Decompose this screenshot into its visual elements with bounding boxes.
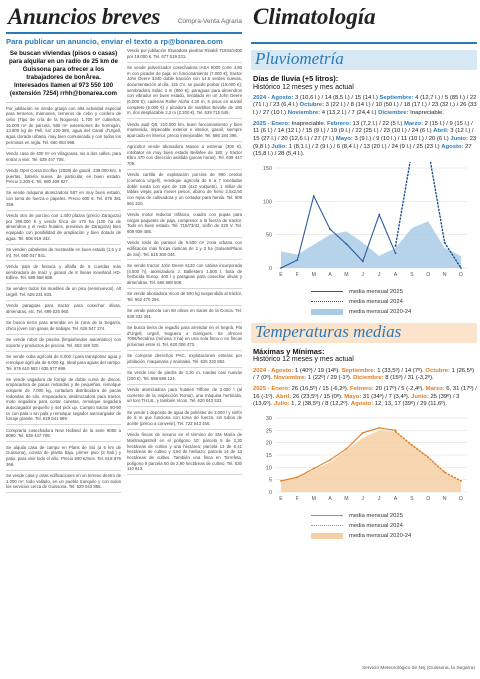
rain-legend	[311, 287, 477, 317]
x-tick-label: S	[410, 495, 414, 502]
legend-label: media mensual 2024	[349, 522, 403, 529]
month-label: Marzo:	[403, 120, 423, 127]
ad-item: Se vende máquina atomizadora 587 en muy buen estado, con toma de fuerza e papeles. Precio 600 €. Tel. 679 381 259.	[6, 190, 121, 210]
x-tick-label: E	[279, 271, 283, 278]
ad-item: Vendo pala de festuca y alfalfa de 6 cuerdas más sembradora de maíz y girasol de 8 líneas Kewrland HD-Edline. Tel. 699 558 688.	[6, 264, 121, 284]
day-values: 6, 31 (17º) / 16 (-1º).	[253, 385, 477, 400]
month-label: Junio:	[450, 135, 468, 142]
month-label: Octubre:	[299, 102, 325, 109]
y-tick-label: 0	[268, 265, 272, 272]
ad-item: Se vende casa y otras edificaciones en un terreno dentro de 1.000 m², todo vallado, en un pueblo tranquilo y con todos los servicios cerca de Guissona. Tel. 629 043 855.	[6, 473, 121, 493]
year-label: 2024 - Agosto:	[253, 94, 294, 101]
month-label: Junio:	[411, 393, 429, 400]
data-point	[313, 195, 315, 197]
day-values: 27 (15,8 l.) / 28 (5,4 l.).	[253, 143, 472, 158]
temp-chart-svg	[251, 412, 477, 504]
ad-item: Se venden todos los muebles de un piso (seminuevos), Alt Urgell. Tel. 626 231 833.	[6, 286, 121, 301]
climate-header	[251, 4, 477, 44]
data-point	[395, 245, 397, 247]
legend-entry	[311, 531, 477, 541]
ad-item: Vendo motor reductor trifásico, cuadro con pupas para cargar paquetes de paja, compresor a la fuerza de tractor. Todo en buen estado. Tel. 715/73/42, sinfín de 220 V. Tel. 608 939 485.	[127, 212, 242, 238]
y-tick-label: 150	[262, 165, 272, 172]
ad-item: Se vende uno de piedra de 2,30 m, ruedas casi nuevas (200 €). Tel. 686 588 124.	[127, 370, 242, 385]
month-label: Agosto:	[441, 143, 464, 150]
ad-item: Se venden cabalietes de mosteable en buen estado (1,5 y 2 m). Tel. 650 047 841.	[6, 247, 121, 262]
ad-item: Vendo audi Q5, 210.000 km, buen funcionamiento y bien mantenido, impecable exterior e interior, gasoil, siempre aparcado en interior, precio inmejorable. Tel. 686 184 396.	[127, 122, 242, 142]
rain-chart-svg	[251, 162, 477, 280]
housing-promo: Se buscan viviendas (pisos o casas) para alquilar en un radio de 25 km de Guissona para ofrecer a los trabajadores de bonÀrea. Interesados llamen al 973 550 100 (extensión 7254) rrhh@bonarea.com	[6, 48, 121, 103]
x-tick-label: N	[442, 495, 447, 502]
x-tick-label: J	[361, 271, 365, 278]
ad-item: Vendo por jubilación trituradora piedras Rinaldi T1834/2400 por 18.000 €. Tel. 677 519 231.	[127, 48, 242, 63]
ad-item: Se vende abonadora Vicon de 500 kg suspendida al tractor. Tel. 662 470 294.	[127, 291, 242, 306]
legend-swatch	[311, 523, 343, 529]
temp-subheading: Histórico 12 meses y mes actual	[253, 356, 354, 364]
ads-section	[6, 4, 242, 672]
temp-legend	[311, 511, 477, 541]
day-values: 31 (34º) / 7 (3,4º).	[361, 393, 412, 400]
month-label: Mayo:	[335, 135, 353, 142]
month-label: Octubre:	[425, 367, 450, 374]
data-point	[280, 480, 282, 482]
rain-section-band	[251, 50, 477, 70]
data-point	[444, 242, 446, 244]
day-values: 26 (16,5º) / 15 (-6,2º).	[290, 385, 350, 392]
data-point	[395, 252, 397, 254]
ad-item: Se vende robot de piscina (limpiafondos automático) con soporte y productos de piscina. Tel. 653 169 320.	[6, 337, 121, 352]
ad-item: Se alquila casa de campo en Plans de Sió (a 5 km de Guissona), consta de planta baja, primer piso (3 hab.) y patio, para vivir todo el año. Precio 600 €/mes. Tel. 618 876 366.	[6, 445, 121, 471]
ads-column-right	[127, 48, 242, 670]
data-point	[378, 214, 380, 216]
data-point	[329, 459, 331, 461]
ad-item: Agricultor vende abonadora Masos a estrenar (300 €), rotobator en muy buen estado Bellafee de 180, y tractor Ebro 470 con dirección asistida (pocas horas). Tel. 639 447 709.	[127, 144, 242, 170]
data-point	[296, 476, 298, 478]
rain-section-title: Pluviometría	[255, 49, 344, 68]
ads-subtitle: Compra-Venta Agraria	[177, 18, 242, 25]
x-tick-label: S	[410, 271, 414, 278]
y-tick-label: 30	[265, 415, 272, 422]
x-tick-label: A	[328, 495, 332, 502]
month-label: Noviembre:	[273, 375, 307, 382]
ad-item: Vendo cartilla de explotación porcina de 960 cerdos (comarca Urgell), remolque agrícola de 6 a 7 toneladas doble rueda con ejes de 135 (4x2 volquete), 1 millar de tablas viejas para mover pesos, abono de heno 2,5x2,50 con rejas de cultivadora y un cortador para henila. Tel. 609 661 210.	[127, 172, 242, 209]
ad-item: Vendo otro de porcino con 1.400 plazas (precio Zaragoza) por 208.000 € y vendo finca de 170 ha (100 ha de almendros y el resto frutales, previsiva de Zaragoza) bien equipado con posibilidad de ampliación y bien dotado de agua. Tel. 606 919 342.	[6, 213, 121, 245]
year-label: 2025 - Enero:	[253, 120, 290, 127]
temp-2024-paragraph	[253, 368, 477, 383]
legend-entry	[311, 511, 477, 521]
y-tick-label: 25	[265, 428, 272, 435]
month-label: Julio:	[273, 401, 290, 408]
temp-chart	[251, 412, 477, 541]
data-point	[313, 468, 315, 470]
month-label: Febrero:	[349, 385, 374, 392]
rain-2024-paragraph	[253, 95, 477, 118]
legend-line	[311, 291, 343, 292]
day-values: 2 (15 l.) / 9 (15 l.) / 11 (6 l.) / 14 (12 l.) / 15 (9 l.) / 19 (9 l.) / 22 (25 l.) / 23 (10 l.) / 24 (6 l.)	[253, 120, 473, 135]
day-values: 23 (9,8 l.)	[253, 135, 477, 150]
day-values: 3 (9 l.) / 9 (10 l.) / 11 (10 l.) / 20 (6 l.)	[352, 135, 451, 142]
x-tick-label: D	[459, 495, 463, 502]
day-values: 25 (39º) / 3 (13,6º).	[253, 393, 460, 408]
ad-item: Se compran derechos PAC, explotaciones enteras por jubilación, maquinaria y animales. Tel. 626 220 852.	[127, 353, 242, 368]
x-tick-label: F	[295, 271, 299, 278]
x-tick-label: A	[328, 271, 332, 278]
ad-item: Se vende 1 depósito de agua de poliéster de 3.000 l y sinfín de 6 m que funciona con toma de fuerza, sin tubos de aceite (precio a convenir). Tel. 722 543 456.	[127, 410, 242, 430]
y-tick-label: 0	[268, 489, 272, 496]
legend-entry	[311, 297, 477, 307]
year-label: 2025 - Enero:	[253, 385, 290, 392]
y-tick-label: 10	[265, 465, 272, 472]
month-label: Agosto:	[350, 401, 374, 408]
ad-item: Se vende pulverizador cosechadora IASA 5000 corte 4,80 m con picador de paja, en funcionamiento (7.000 €); tractor John Deere 3340 doble tracción con 14.6 verdes nuevas, documentación al día, 115 CV, se puede probar (15.000 €); sembradora Solac 3 m (800 €); paraguas para almendros con vibrador en buen estado, instalado en un John Deere (6.000 €); cadenas Roller Aloha 4,20 m, 5 pisos en auvinil completo (6.000 €) y picadora de martillos Bevidle de 180 m, doc desplazable 2,2 m (2.200 €). Tel. 639 715 545.	[127, 65, 242, 119]
data-point	[411, 444, 413, 446]
x-tick-label: M	[344, 495, 349, 502]
legend-entry	[311, 287, 477, 297]
legend-swatch	[311, 533, 343, 539]
temp-section-band	[251, 323, 477, 343]
data-point	[329, 228, 331, 230]
data-source: Servicio Meteorológico de Nsj (Guissona, la Segarra)	[361, 666, 475, 672]
temp-heading: Máximas y Mínimas:	[253, 346, 325, 356]
y-tick-label: 15	[265, 452, 272, 459]
day-values: 1 (8,1 l.) / 2 (9 l.) / 6 (8,4 l.) / 13 (20 l.) / 24 (9 l.) / 25 (23 l.)	[287, 143, 442, 150]
legend-line	[311, 301, 343, 302]
month-label: Abril:	[433, 128, 449, 135]
legend-line	[311, 515, 343, 516]
x-tick-label: F	[295, 495, 299, 502]
ad-item: Vendo fincas de secano en el término de Sta María de Montmagastrell en el polígono 10: parcela 5 de 2,30 hectáreas de cultivo y una hectárea; parcela 13 de 6,41 hectáreas de cultivo y 4,60 de herbazo; parcela 14 de 13 hectáreas de cultivo. También una finca en Torrefeta, polígono 9 parcela 50 de 2,90 hectáreas de cultivo. Tel. 630 110 813.	[127, 432, 242, 475]
legend-entry	[311, 521, 477, 531]
legend-swatch	[311, 513, 343, 519]
legend-swatch	[311, 299, 343, 305]
day-values: 1 (22º) / 29 (-1º).	[306, 375, 354, 382]
x-tick-label: M	[311, 495, 316, 502]
ads-list-right	[127, 48, 242, 475]
ad-item: Vendo paragüas para tractor para cosechar olivas, almendras, etc. Tel. 699 026 960.	[6, 303, 121, 318]
month-label: Marzo:	[425, 385, 445, 392]
day-values: 1 (33,5º) / 14 (7º).	[375, 367, 426, 374]
data-point	[280, 267, 282, 269]
x-tick-label: M	[311, 271, 316, 278]
month-label: Mayo:	[344, 393, 362, 400]
rain-chart	[251, 162, 477, 317]
rain-heading: Días de lluvia (+5 litros):	[253, 74, 339, 83]
ads-list-left	[6, 106, 121, 493]
day-values: 12, 13, 17 (39º) / 29 (11,6º).	[373, 401, 448, 408]
day-values: 1, 2 (38,5º) / 8 (12,2º).	[289, 401, 351, 408]
ads-header	[6, 4, 242, 34]
data-point	[444, 471, 446, 473]
day-values: 3 (10,6 l.) / 14 (8,5 l.) / 15 (14 l.)	[293, 94, 380, 101]
month-label: Abril:	[275, 393, 292, 400]
data-point	[296, 259, 298, 261]
month-label: Julio:	[271, 143, 288, 150]
rain-2025-paragraph	[253, 121, 477, 159]
x-tick-label: J	[377, 495, 381, 502]
ads-title: Anuncios breves	[8, 4, 161, 29]
month-label: Febrero:	[327, 120, 351, 127]
ad-item: Se vende vagadora de forraje de doble curva de discos, empacadora de pacas redondas y de pequeñas, remolque volquete de 7.000 kg, cortadora distribuidora de pacas redondas de silo, empacadora, desbrozadora para tractor, moto segadora para cortar cunetas, remolque segadora autocargador pequeño y 4x4 pick up. Compro tractor 60-90 cv con pala o sin pala y remolque segador autocargador de forraje grande. Tel. 629 941 999.	[6, 377, 121, 426]
ads-tagline: Para publicar un anuncio, enviar el texto a rp@bonarea.com	[6, 37, 223, 46]
rain-subheading: Histórico 12 meses y mes actual	[253, 83, 354, 91]
x-tick-label: A	[393, 271, 398, 278]
ad-item: Se busca tierra de regadío para arrendar en el Segrià, Pla d'Urgell, Urgell, Noguera o Garrigues. Se ofrecen 700€/hectárea (mínima 3 ha) en una sola finca o en fincas próximas entre sí. Tel. 620 006 473.	[127, 325, 242, 351]
day-values: 1 (40º) / 19 (14º).	[293, 367, 342, 374]
ads-columns	[6, 48, 242, 670]
data-point	[460, 267, 462, 269]
data-point	[346, 243, 348, 245]
month-label: Diciembre:	[353, 375, 384, 382]
ad-item: Vendo toldo de parasol de 6.500 m² zona urbana con edificación más fincas rústicas de 2 y 3 ha (Solsets/Plans de Sió). Tel. 615 300 044.	[127, 240, 242, 260]
x-tick-label: M	[344, 271, 349, 278]
ad-item: Se vende cuba agrícola de 8.000 l para transportar agua y remolque agrícola de 6.000 kg. Ideal para aguas del campo. Tel. 676 610 682 / 635 577 699.	[6, 354, 121, 374]
x-tick-label: A	[393, 495, 398, 502]
y-tick-label: 5	[268, 477, 272, 484]
data-point	[395, 431, 397, 433]
x-tick-label: J	[361, 495, 365, 502]
day-values: 3 (22 l.) / 8 (14 l.) / 10 (50 l.) / 18 (17 l.) / 23 (32 l.) / 26 (33 l.) / 27 (10 l.)	[253, 102, 477, 116]
data-point	[346, 448, 348, 450]
series-area	[281, 430, 461, 492]
legend-label: media mensual 2020-24	[349, 308, 412, 315]
data-point	[378, 427, 380, 429]
year-label: 2024 - Agosto:	[253, 367, 294, 374]
day-values: 1 (26,5º) / 7 (0º).	[253, 367, 475, 382]
day-values: 8 (15º) / 31 (-3,2º).	[383, 375, 434, 382]
legend-entry	[311, 307, 477, 317]
x-tick-label: D	[459, 271, 463, 278]
month-label: Septiembre:	[341, 367, 376, 374]
data-point	[460, 480, 462, 482]
ad-item: Vendo Opel Corsa Ecoflex (2008) de gasoil, 239.000 km, 5 puertas, bateria nueva, de particular, en buen estado. Precio 2.200 €. Tel. 680 409 827.	[6, 168, 121, 188]
month-label: Noviembre:	[287, 109, 321, 116]
climate-title: Climatología	[253, 4, 376, 29]
legend-swatch	[311, 309, 343, 315]
climate-section	[251, 4, 477, 672]
legend-line	[311, 525, 343, 526]
legend-label: media mensual 2024	[349, 298, 403, 305]
temp-section-title: Temperaturas medias	[255, 321, 402, 341]
day-values: 13 (7,2 l.) / 22 (5 l.)	[350, 120, 404, 127]
ad-item: Compraría cosechadora New Holland de la serie 8050 a 8090. Tel. 639 447 708.	[6, 428, 121, 443]
data-point	[427, 456, 429, 458]
y-tick-label: 20	[265, 440, 272, 447]
data-point	[362, 260, 364, 262]
day-values: 20 (17º) / 5 (-2,4º).	[373, 385, 426, 392]
x-tick-label: N	[442, 271, 447, 278]
day-values: Inapreciable.	[408, 109, 444, 116]
ad-item: Se busca tierra para arrendar en la zona de la Segarra, chico joven con ganas de trabajar. Tel. 626 547 174.	[6, 320, 121, 335]
month-label: Septiembre:	[379, 94, 414, 101]
ads-column-left	[6, 48, 121, 670]
series-area	[281, 221, 461, 268]
data-point	[362, 432, 364, 434]
legend-label: media mensual 2025	[349, 512, 403, 519]
ad-item: Se vende tractor John Deere 6120 con cabina incorporada (4.500 h), atomizadora J. Ballestero 1.500 l, bota de herbicida Europ. 400 l y paraguas para cosechar olivas y almendras. Tel. 655 688 608.	[127, 263, 242, 289]
day-values: 26 (23,5º) / 15 (0º).	[291, 393, 345, 400]
legend-swatch	[311, 289, 343, 295]
temp-2025-paragraph	[253, 386, 477, 409]
legend-label: media mensual 2020-24	[349, 532, 412, 539]
ad-item: Por jubilación se vende granja con alta actividad especial para terneros, mamones, terneros de cebo y cordero de cebo (Tipo de cría de la Noguera). 1.700 m² cubiertos, 16.000 m² de parcela, 580 m² extensiones de hormigón, 13.800 kg de Pell, luz 220-380, agua del Canal d'Urgell, agua clorada urbana, muy bien comunicada y con todos los permisos en regla. Tel. 660 084 998.	[6, 106, 121, 149]
x-tick-label: J	[377, 271, 381, 278]
legend-label: media mensual 2025	[349, 288, 403, 295]
ad-item: Vendo atomizadora para frutales Tiffone de 2.000 l (al corriente de la inspección Roma), una máquina herbicida, un toro TH14L, y también Vicon. Tel. 620 043 533.	[127, 387, 242, 407]
y-tick-label: 100	[262, 199, 272, 206]
ad-item: Se vende parcela con 80 olivos en Sanet de la Conca. Tel. 639 332 291.	[127, 308, 242, 323]
x-tick-label: O	[426, 495, 431, 502]
day-values: Inapreciable.	[290, 120, 328, 127]
ad-item: Vendo casa de 400 m² en Vilagrassa, sis a dos calles, para entrar a vivir. Tel. 639 447 708.	[6, 151, 121, 166]
x-tick-label: E	[279, 495, 283, 502]
day-values: 4 (13,2 l.) / 7 (24,4 l.)	[320, 109, 379, 116]
y-tick-label: 50	[265, 232, 272, 239]
day-values: 4 (12,7 l.) / 5 (85 l.) / 22 (71 l.) / 23 (6,4 l.)	[253, 94, 477, 109]
x-tick-label: O	[426, 271, 431, 278]
day-values: 3 (12 l.) / 15 (27 l.) / 20 (12,6 l.) / 27 (7 l.)	[253, 128, 474, 142]
month-label: Diciembre:	[378, 109, 409, 116]
